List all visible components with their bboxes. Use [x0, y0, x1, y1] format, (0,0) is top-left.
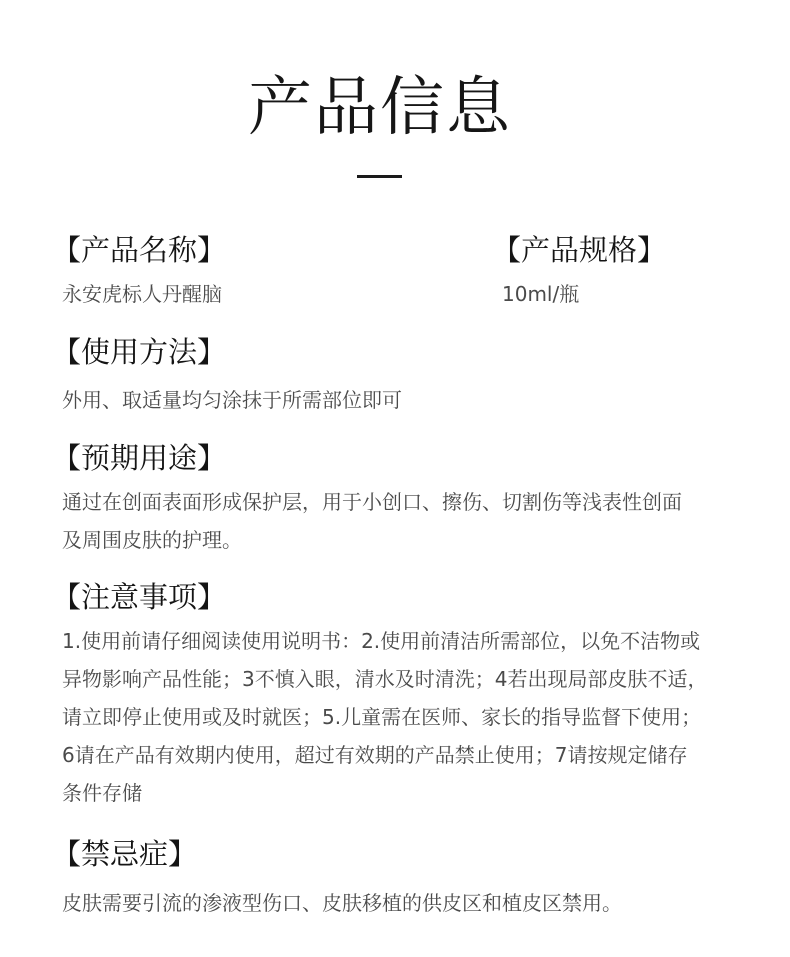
- notes-paragraph: [62, 622, 762, 812]
- notes-line: 6请在产品有效期内使用，超过有效期的产品禁止使用；7请按规定储存: [62, 743, 688, 767]
- contraindications-heading: 【禁忌症】: [52, 837, 198, 871]
- usage-heading: 【使用方法】: [52, 335, 227, 369]
- title-divider: [357, 175, 402, 178]
- purpose-heading: 【预期用途】: [52, 441, 227, 475]
- purpose-line: 及周围皮肤的护理。: [62, 528, 242, 552]
- product-name-value: 永安虎标人丹醒脑: [62, 282, 222, 306]
- product-name-heading: 【产品名称】: [52, 233, 227, 267]
- purpose-line: 通过在创面表面形成保护层，用于小创口、擦伤、切割伤等浅表性创面: [62, 490, 682, 514]
- contraindications-value: 皮肤需要引流的渗液型伤口、皮肤移植的供皮区和植皮区禁用。: [62, 891, 622, 915]
- purpose-paragraph: [62, 483, 762, 559]
- notes-line: 条件存储: [62, 781, 142, 805]
- page-title: 产品信息: [248, 71, 512, 145]
- notes-line: 异物影响产品性能；3不慎入眼，清水及时清洗；4若出现局部皮肤不适，: [62, 667, 708, 691]
- notes-line: 1.使用前请仔细阅读使用说明书：2.使用前清洁所需部位，以免不洁物或: [62, 629, 701, 653]
- product-spec-value: 10ml/瓶: [502, 282, 580, 306]
- notes-heading: 【注意事项】: [52, 580, 227, 614]
- product-spec-heading: 【产品规格】: [492, 233, 667, 267]
- notes-line: 请立即停止使用或及时就医；5.儿童需在医师、家长的指导监督下使用；: [62, 705, 702, 729]
- usage-value: 外用、取适量均匀涂抹于所需部位即可: [62, 388, 402, 412]
